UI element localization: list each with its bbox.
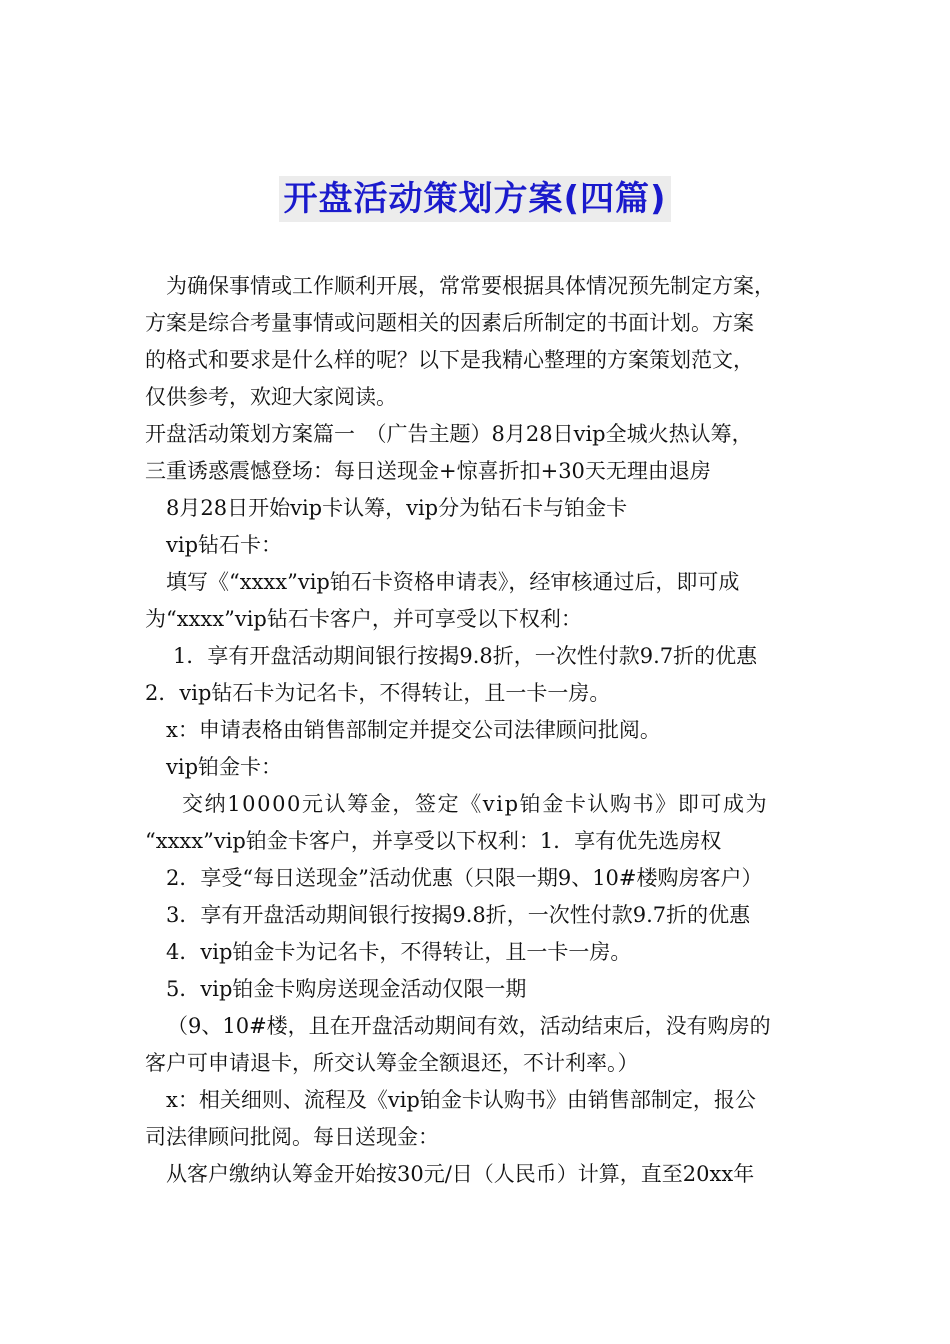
list-item: 3．享有开盘活动期间银行按揭9.8折，一次性付款9.7折的优惠	[166, 903, 751, 927]
paragraph-line: （9、10#楼，且在开盘活动期间有效，活动结束后，没有购房的	[167, 1014, 771, 1038]
paragraph-line: 三重诱惑震憾登场：每日送现金+惊喜折扣+30天无理由退房	[145, 459, 711, 483]
paragraph-line: 填写《“xxxx”vip铂石卡资格申请表》，经审核通过后，即可成	[166, 570, 740, 594]
paragraph-line: 从客户缴纳认筹金开始按30元/日（人民币）计算，直至20xx年	[166, 1162, 755, 1186]
list-item: 1．享有开盘活动期间银行按揭9.8折，一次性付款9.7折的优惠	[173, 644, 758, 668]
list-item: 4．vip铂金卡为记名卡，不得转让，且一卡一房。	[166, 940, 632, 964]
paragraph-line: 的格式和要求是什么样的呢？以下是我精心整理的方案策划范文，	[145, 348, 754, 372]
paragraph-line: 交纳10000元认筹金，签定《vip铂金卡认购书》即可成为	[182, 792, 769, 816]
paragraph-line: 开盘活动策划方案篇一 （广告主题）8月28日vip全城火热认筹，	[145, 422, 753, 446]
paragraph-line: “xxxx”vip铂金卡客户，并享受以下权利：1．享有优先选房权	[145, 829, 722, 853]
section-heading: vip钻石卡：	[166, 533, 283, 557]
paragraph-line: 司法律顾问批阅。每日送现金：	[145, 1125, 439, 1149]
section-heading: vip铂金卡：	[166, 755, 283, 779]
list-item: 5．vip铂金卡购房送现金活动仅限一期	[166, 977, 527, 1001]
list-item: 2．vip钻石卡为记名卡，不得转让，且一卡一房。	[145, 681, 611, 705]
paragraph-line: 为确保事情或工作顺利开展，常常要根据具体情况预先制定方案，	[166, 274, 775, 298]
paragraph-line: 仅供参考，欢迎大家阅读。	[145, 385, 397, 409]
paragraph-line: 为“xxxx”vip钻石卡客户，并可享受以下权利：	[145, 607, 582, 631]
document-title: 开盘活动策划方案(四篇)	[279, 176, 670, 222]
paragraph-line: 8月28日开始vip卡认筹，vip分为钻石卡与铂金卡	[166, 496, 628, 520]
document-body	[145, 268, 815, 1193]
list-item: 2．享受“每日送现金”活动优惠（只限一期9、10#楼购房客户）	[166, 866, 763, 890]
note-line: x：相关细则、流程及《vip铂金卡认购书》由销售部制定，报公	[166, 1088, 756, 1112]
note-line: x：申请表格由销售部制定并提交公司法律顾问批阅。	[166, 718, 661, 742]
paragraph-line: 客户可申请退卡，所交认筹金全额退还，不计利率。）	[145, 1051, 639, 1075]
paragraph-line: 方案是综合考量事情或问题相关的因素后所制定的书面计划。方案	[145, 311, 754, 335]
title-block	[0, 176, 950, 222]
